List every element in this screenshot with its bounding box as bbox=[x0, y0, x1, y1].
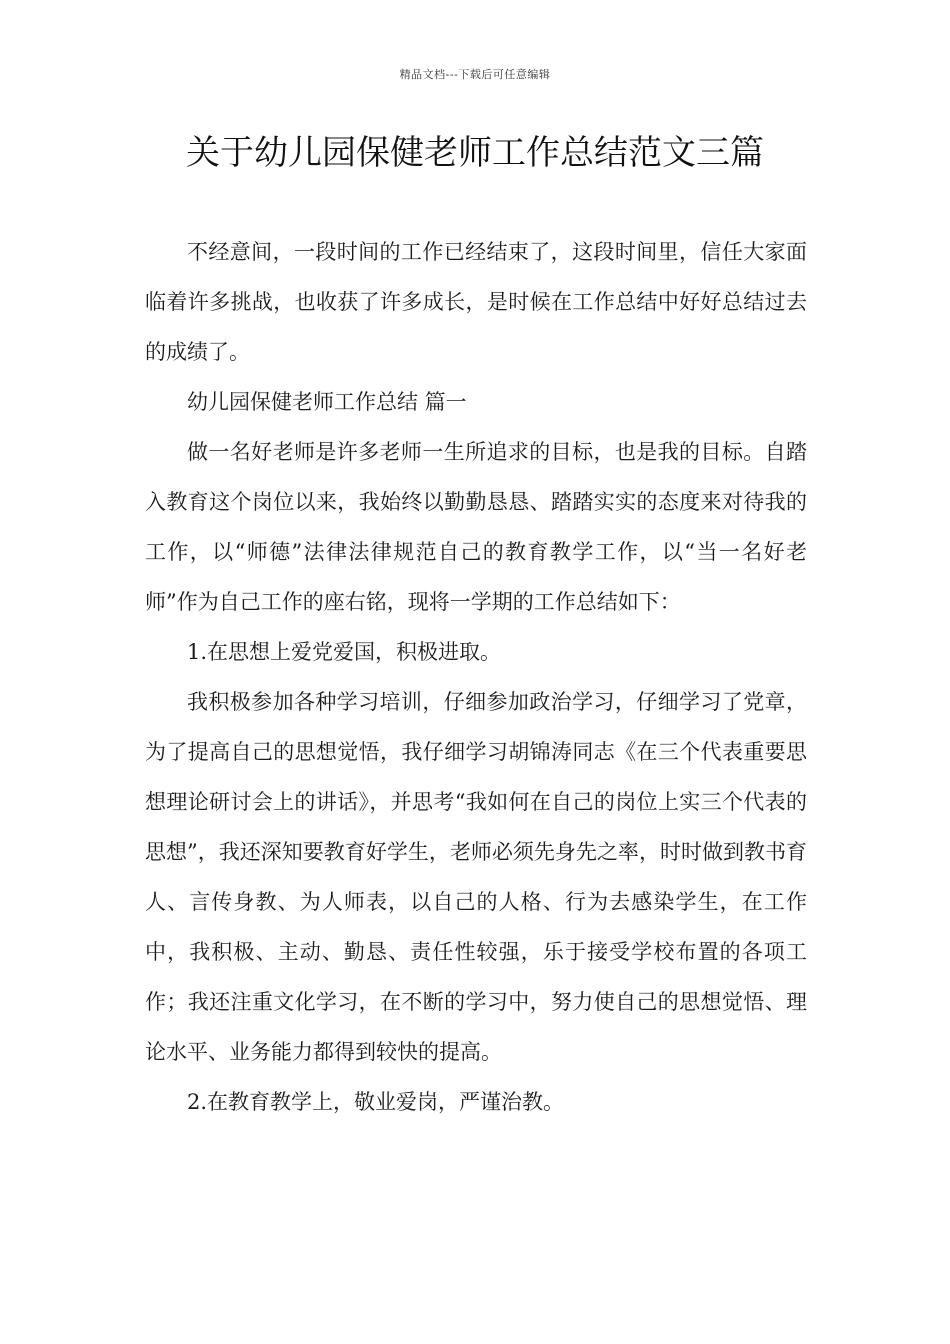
document-title: 关于幼儿园保健老师工作总结范文三篇 bbox=[186, 133, 764, 173]
section-heading: 幼儿园保健老师工作总结 篇一 bbox=[187, 390, 467, 414]
paragraph-intro: 不经意间，一段时间的工作已经结束了，这段时间里，信任大家面临着许多挑战，也收获了许多成长，是时候在工作总结中好好总结过去的成绩了。 bbox=[145, 240, 807, 364]
numbered-point: 1.在思想上爱党爱国，积极进取。 bbox=[187, 640, 502, 664]
paragraph: 我积极参加各种学习培训，仔细参加政治学习，仔细学习了党章，为了提高自己的思想觉悟，我仔细学习胡锦涛同志《在三个代表重要思想理论研讨会上的讲话》，并思考“我如何在自己的岗位上实三个代表的思想”，我还深知要教育好学生，老师必须先身先之率，时时做到教书育人、言传身教、为人师表，以自己的人格、行为去感染学生，在工作中，我积极、主动、勤恳、责任性较强，乐于接受学校布置的各项工作；我还注重文化学习，在不断的学习中，努力使自己的思想觉悟、理论水平、业务能力都得到较快的提高。 bbox=[145, 690, 807, 1064]
paragraph: 做一名好老师是许多老师一生所追求的目标，也是我的目标。自踏入教育这个岗位以来，我始终以勤勤恳恳、踏踏实实的态度来对待我的工作，以“师德”法律法律规范自己的教育教学工作，以“当一名好老师”作为自己工作的座右铭，现将一学期的工作总结如下： bbox=[145, 440, 807, 614]
numbered-point: 2.在教育教学上，敬业爱岗，严谨治教。 bbox=[187, 1090, 565, 1114]
header-note: 精品文档---下载后可任意编辑 bbox=[399, 68, 551, 81]
document-body bbox=[145, 227, 807, 1127]
